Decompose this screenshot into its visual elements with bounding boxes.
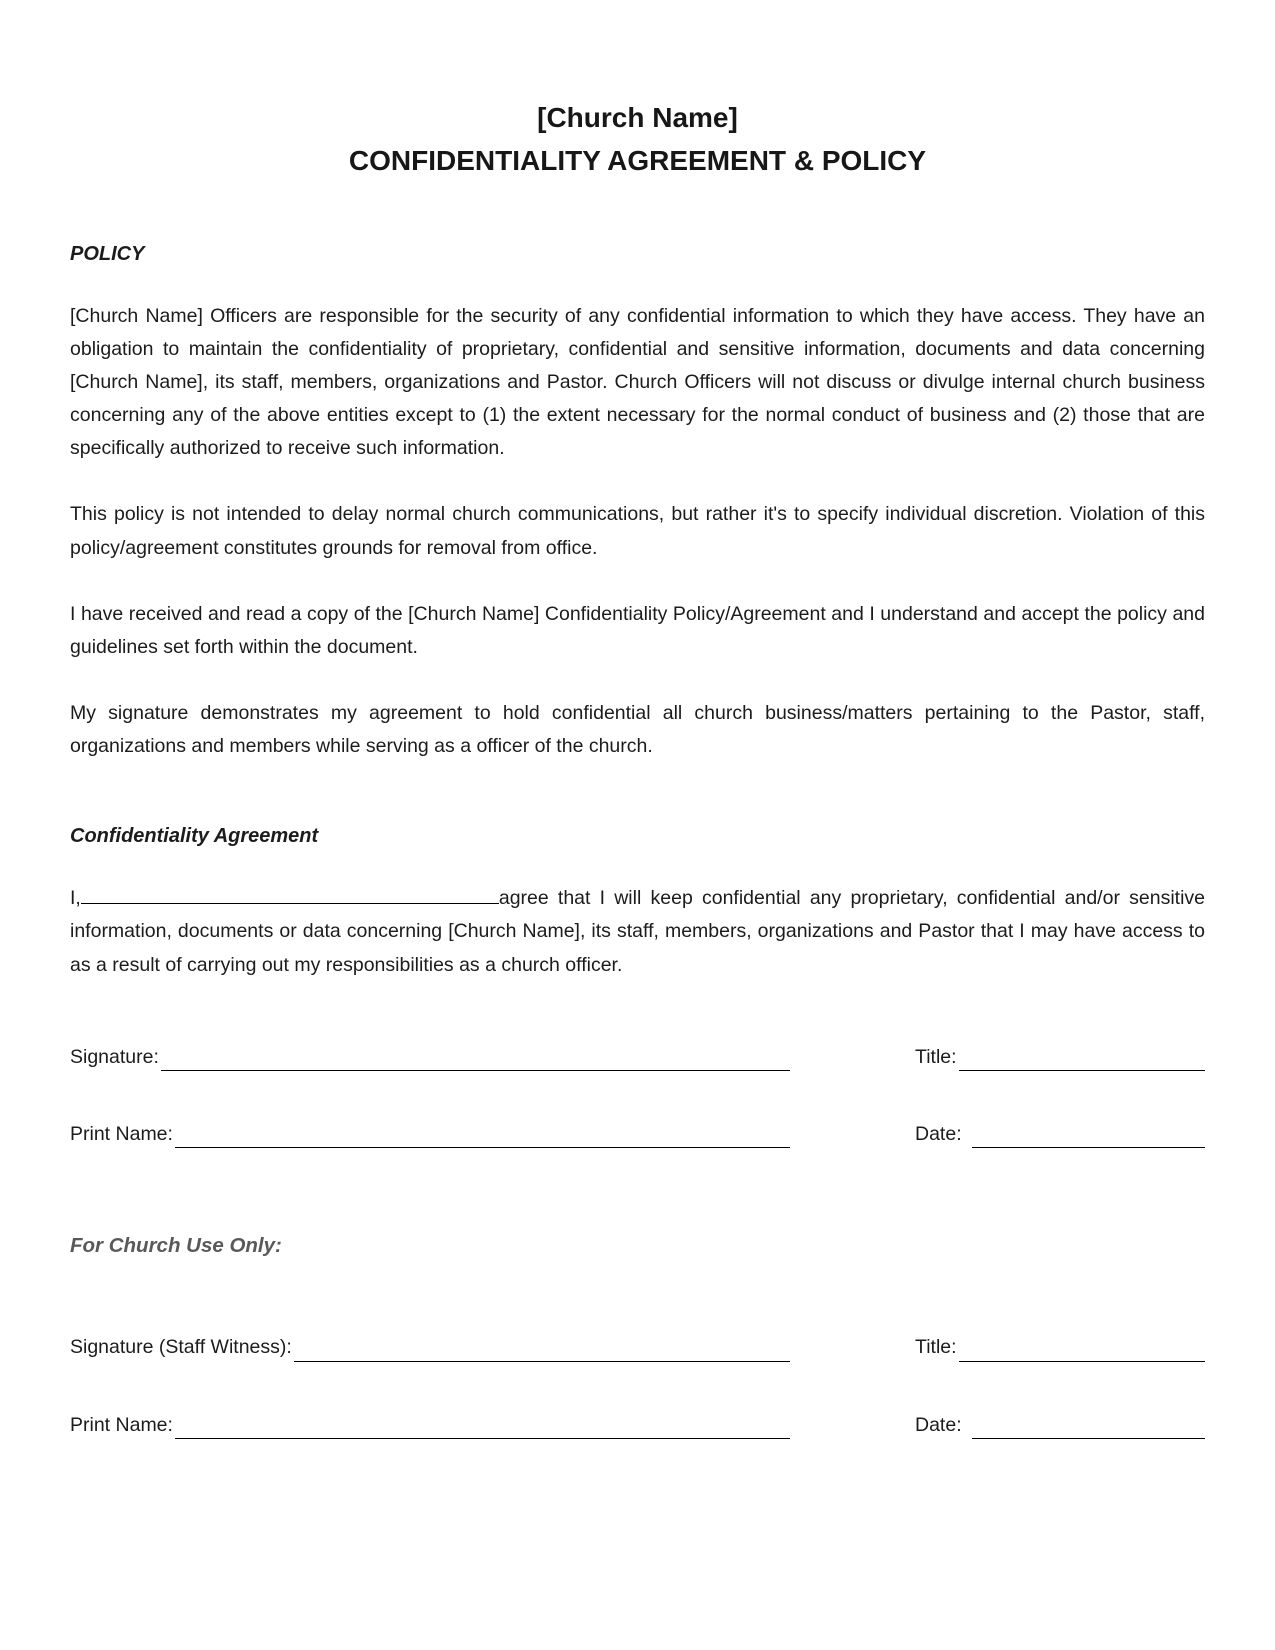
policy-paragraph-3: I have received and read a copy of the [Church Name] Confidentiality Policy/Agreement and I understand and accept the policy and guidelines set forth within the document. bbox=[70, 602, 1205, 658]
witness-title-field bbox=[915, 1334, 1205, 1361]
agreement-heading: Confidentiality Agreement bbox=[70, 825, 319, 848]
witness-title-line bbox=[959, 1336, 1205, 1361]
policy-paragraph-2: This policy is not intended to delay normal church communications, but rather it's to specify individual discretion. Violation of this policy/agreement constitutes grounds for removal from office. bbox=[70, 503, 1205, 559]
agreement-intro-suffix: agree that I will keep confidential any proprietary, confidential and/or sensitive information, documents or data concerning [Church Name], its staff, members, organizations and Pastor that I may have access to as a result of carrying out my responsibilities as a church officer. bbox=[70, 887, 1205, 976]
section-spacer bbox=[70, 982, 1205, 1044]
witness-date-label: Date: bbox=[915, 1413, 962, 1436]
witness-signature-row bbox=[70, 1334, 1205, 1361]
section-spacer bbox=[70, 1148, 1205, 1210]
witness-print-name-row bbox=[70, 1412, 1205, 1439]
date-field bbox=[915, 1121, 1205, 1148]
witness-signature-line bbox=[294, 1336, 790, 1361]
church-use-heading: For Church Use Only: bbox=[70, 1234, 282, 1258]
agreement-intro-prefix: I, bbox=[70, 887, 81, 910]
witness-signature-label: Signature (Staff Witness): bbox=[70, 1336, 292, 1359]
title-line bbox=[959, 1046, 1205, 1071]
section-spacer bbox=[70, 1292, 1205, 1334]
signature-field bbox=[70, 1044, 790, 1071]
print-name-row bbox=[70, 1121, 1205, 1148]
witness-date-line bbox=[972, 1414, 1205, 1439]
title-field bbox=[915, 1044, 1205, 1071]
agreement-paragraph bbox=[70, 882, 1205, 981]
document-title-church-name: [Church Name] bbox=[537, 102, 738, 133]
document-title-main: CONFIDENTIALITY AGREEMENT & POLICY bbox=[348, 145, 927, 177]
witness-print-name-field bbox=[70, 1412, 790, 1439]
print-name-line bbox=[175, 1123, 790, 1148]
witness-print-name-label: Print Name: bbox=[70, 1413, 173, 1436]
section-spacer bbox=[70, 1210, 1205, 1234]
witness-title-label: Title: bbox=[915, 1336, 957, 1359]
document-title-block bbox=[70, 96, 1205, 183]
section-spacer bbox=[70, 763, 1205, 825]
witness-signature-field bbox=[70, 1334, 790, 1361]
print-name-label: Print Name: bbox=[70, 1123, 173, 1146]
title-label: Title: bbox=[915, 1045, 957, 1068]
witness-print-name-line bbox=[175, 1414, 790, 1439]
date-label: Date: bbox=[915, 1123, 962, 1146]
date-line bbox=[972, 1123, 1205, 1148]
signature-line bbox=[161, 1046, 790, 1071]
signature-row bbox=[70, 1044, 1205, 1071]
policy-paragraph-4: My signature demonstrates my agreement to hold confidential all church business/matters pertaining to the Pastor, staff, organizations and members while serving as a officer of the church. bbox=[70, 702, 1205, 758]
policy-heading: POLICY bbox=[70, 242, 145, 265]
print-name-field bbox=[70, 1121, 790, 1148]
policy-paragraph-1: [Church Name] Officers are responsible for the security of any confidential information to which they have access. They have an obligation to maintain the confidentiality of proprietary, confidential and sensitive information, documents and data concerning [Church Name], its staff, members, organizations and Pastor. Church Officers will not discuss or divulge internal church business concerning any of the above entities except to (1) the extent necessary for the normal conduct of business and (2) those that are specifically authorized to receive such information. bbox=[70, 304, 1205, 460]
name-blank-line bbox=[81, 884, 499, 905]
signature-label: Signature: bbox=[70, 1045, 159, 1068]
witness-date-field bbox=[915, 1412, 1205, 1439]
